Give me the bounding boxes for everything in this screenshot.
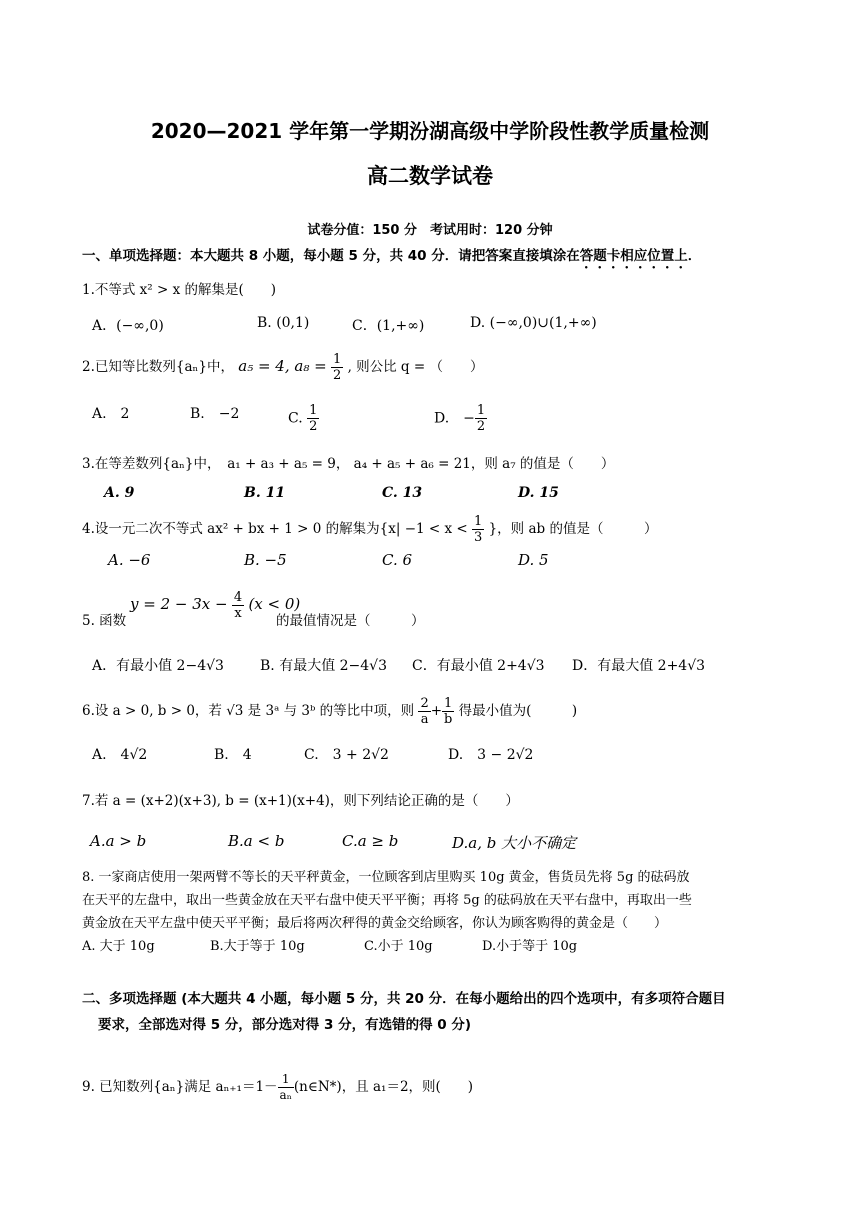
q8-option-b: B.大于等于 10g xyxy=(210,939,305,954)
q3-option-d: D. 15 xyxy=(518,485,559,501)
q1-option-b: B. (0,1) xyxy=(257,315,310,331)
question-5-formula: y = 2 − 3x − $\frac{4}{x}$ (x < 0) xyxy=(130,590,301,621)
section2-heading: 二、多项选择题 (本大题共 4 小题，每小题 5 分，共 20 分．在每小题给出的四个选项中，有多项符合题目 要求，全部选对得 5 分，部分选对得 3 分，有选错的得 0 分) xyxy=(82,991,726,1033)
q4-option-b: B. −5 xyxy=(244,551,287,569)
question-1: 1.不等式 x² > x 的解集是( ) xyxy=(82,282,277,298)
question-9: 9. 已知数列{aₙ}满足 aₙ₊₁＝1－ $\frac{1}{\text{aₙ}}$ (n∈N*)，且 a₁＝2，则( ) xyxy=(82,1072,474,1102)
q9-fraction: $\frac{1}{\text{aₙ}}$ xyxy=(279,1072,292,1102)
q2-fraction: $\frac{1}{2}$ xyxy=(332,352,342,383)
question-3: 3.在等差数列{aₙ}中， a₁ + a₃ + a₅ = 9， a₄ + a₅ + a₆ = 21，则 a₇ 的值是（ ） xyxy=(82,456,615,472)
question-4: 4.设一元二次不等式 ax² + bx + 1 > 0 的解集为{x| −1 < x < $\frac{1}{3}$ }，则 ab 的值是（ ） xyxy=(82,514,658,545)
q8-option-d: D.小于等于 10g xyxy=(482,939,578,954)
q4-option-d: D. 5 xyxy=(518,551,549,569)
q3-option-c: C. 13 xyxy=(382,485,423,501)
q2-option-b: B. −2 xyxy=(190,406,240,422)
q3-option-a: A. 9 xyxy=(104,485,135,501)
q8-option-c: C.小于 10g xyxy=(364,939,433,954)
q6-option-b: B. 4 xyxy=(214,747,252,763)
q1-option-c: C．(1,+∞) xyxy=(352,318,425,334)
question-2: 2.已知等比数列{aₙ}中， a₅ = 4, a₈ = $\frac{1}{2}$ , 则公比 q = （ ） xyxy=(82,352,484,383)
q2-option-c: C. $\frac{1}{2}$ xyxy=(288,403,318,434)
section1-heading: 一、单项选择题：本大题共 8 小题，每小题 5 分，共 40 分．请把答案直接填涂在答题卡相应位置上． xyxy=(82,248,702,264)
question-5-tail: 的最值情况是（ ） xyxy=(276,613,425,629)
q4-fraction: $\frac{1}{3}$ xyxy=(474,514,483,545)
q7-option-c: C.a ≥ b xyxy=(342,832,399,850)
question-7: 7.若 a = (x+2)(x+3), b = (x+1)(x+4)，则下列结论正确的是（ ） xyxy=(82,793,519,809)
q5-fraction: $\frac{4}{x}$ xyxy=(233,590,243,621)
q5-option-c: C．有最小值 2+4√3 xyxy=(412,658,545,674)
exam-title: 2020—2021 学年第一学期汾湖高级中学阶段性教学质量检测 xyxy=(150,119,710,143)
q6-option-a: A. 4√2 xyxy=(92,747,148,763)
q5-option-d: D．有最大值 2+4√3 xyxy=(572,658,706,674)
q1-option-a: A．(−∞,0) xyxy=(92,318,164,334)
q6-option-d: D. 3 − 2√2 xyxy=(448,747,534,763)
q7-option-d: D.a, b 大小不确定 xyxy=(452,834,577,852)
q4-option-c: C. 6 xyxy=(382,551,413,569)
q5-option-a: A．有最小值 2−4√3 xyxy=(92,658,224,674)
question-5-label: 5. 函数 xyxy=(82,613,127,629)
question-6: 6.设 a > 0, b > 0，若 √3 是 3ᵃ 与 3ᵇ 的等比中项，则 $\frac{2}{a}$ + $\frac{1}{b}$ 得最小值为( ) xyxy=(82,696,578,727)
exam-subtitle: 高二数学试卷 xyxy=(367,164,493,188)
q3-option-b: B. 11 xyxy=(244,485,286,501)
q7-option-a: A.a > b xyxy=(90,832,147,850)
q8-option-a: A. 大于 10g xyxy=(82,939,155,954)
q2-option-a: A. 2 xyxy=(92,406,130,422)
q5-option-b: B. 有最大值 2−4√3 xyxy=(260,658,388,674)
answer-card-emphasis: 答题卡相应位置上 xyxy=(579,248,688,264)
question-8: 8. 一家商店使用一架两臂不等长的天平秤黄金，一位顾客到店里购买 10g 黄金，售货员先将 5g 的砝码放 在天平的左盘中，取出一些黄金放在天平右盘中使天平平衡；再将 5g 的砝码放在天平右盘中，再取出一些 黄金放在天平左盘中使天平平衡；最后将两次秤得的黄金交给顾客，你认为顾客购得的黄金是（ ） xyxy=(82,870,692,931)
exam-info: 试卷分值：150 分 考试用时：120 分钟 xyxy=(307,223,553,238)
q2-option-d: D. − $\frac{1}{2}$ xyxy=(434,403,486,434)
q4-option-a: A. −6 xyxy=(108,551,151,569)
q1-option-d: D. (−∞,0)∪(1,+∞) xyxy=(470,315,597,331)
q6-option-c: C. 3 + 2√2 xyxy=(304,747,389,763)
q7-option-b: B.a < b xyxy=(228,832,285,850)
